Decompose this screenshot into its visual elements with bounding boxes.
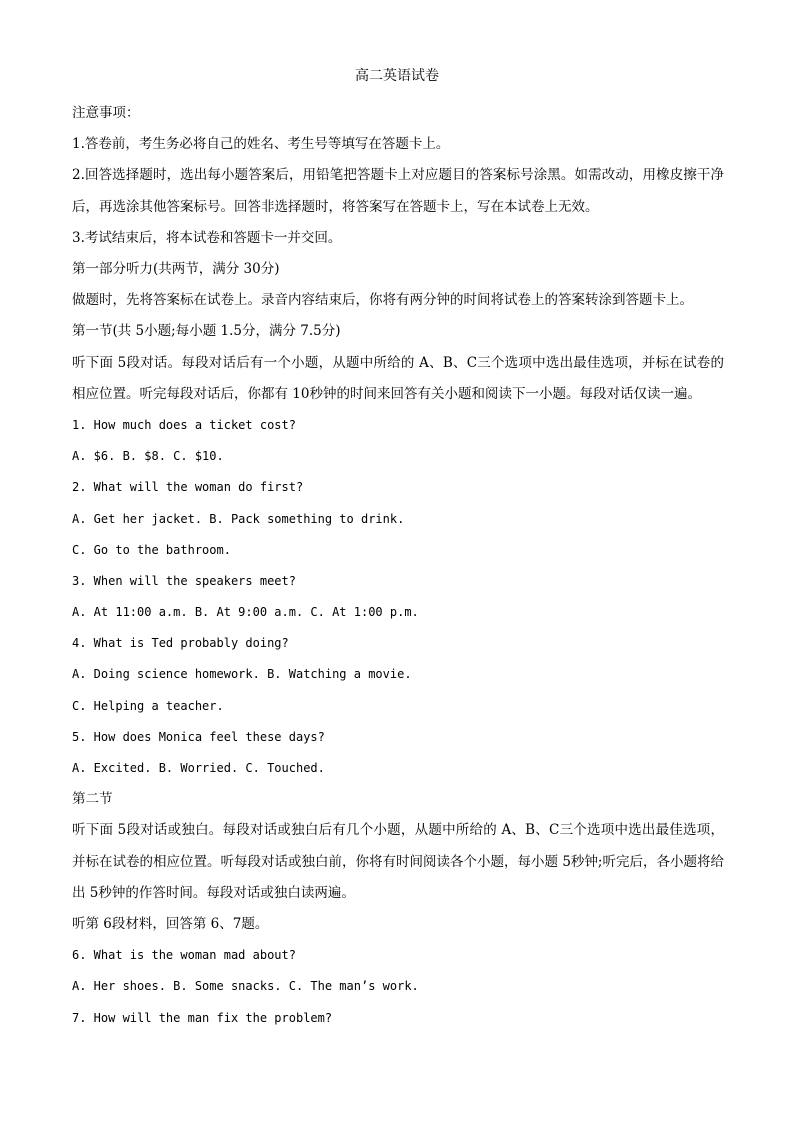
question-4-stem: 4. What is Ted probably doing?: [72, 636, 289, 651]
part1-instruction: 做题时，先将答案标在试卷上。录音内容结束后，你将有两分钟的时间将试卷上的答案转涂到答题卡上。: [72, 292, 693, 309]
question-6-options: A. Her shoes. B. Some snacks. C. The man’s work.: [72, 979, 419, 994]
notice-item-1: 1.答卷前，考生务必将自己的姓名、考生号等填写在答题卡上。: [72, 136, 450, 153]
question-2-options-line-1: A. Get her jacket. B. Pack something to drink.: [72, 511, 405, 526]
notice-item-3: 3.考试结束后，将本试卷和答题卡一并交回。: [72, 229, 342, 246]
question-3-options: A. At 11:00 a.m. B. At 9:00 a.m. C. At 1:00 p.m.: [72, 605, 419, 620]
question-4-options-line-2: C. Helping a teacher.: [72, 698, 224, 713]
section1-heading: 第一节(共 5小题;每小题 1.5分，满分 7.5分): [72, 323, 341, 340]
question-5-options: A. Excited. B. Worried. C. Touched.: [72, 761, 325, 775]
question-2-stem: 2. What will the woman do first?: [72, 480, 304, 495]
exam-content: [72, 98, 724, 1034]
notice-item-2: 2.回答选择题时，选出每小题答案后，用铅笔把答题卡上对应题目的答案标号涂黑。如需改动，用橡皮擦干净后，再选涂其他答案标号。回答非选择题时，将答案写在答题卡上，写在本试卷上无效。: [72, 167, 724, 215]
question-5-stem: 5. How does Monica feel these days?: [72, 729, 325, 744]
question-1-stem: 1. How much does a ticket cost?: [72, 417, 296, 432]
material-6-intro: 听第 6段材料，回答第 6、7题。: [72, 915, 269, 932]
page-title: 高二英语试卷: [355, 68, 439, 84]
question-7-stem: 7. How will the man fix the problem?: [72, 1010, 333, 1025]
question-2-options-line-2: C. Go to the bathroom.: [72, 542, 231, 557]
notice-heading: 注意事项：: [72, 105, 140, 121]
section2-heading: 第二节: [72, 791, 113, 808]
question-6-stem: 6. What is the woman mad about?: [72, 948, 296, 963]
section2-instruction: 听下面 5段对话或独白。每段对话或独白后有几个小题，从题中所给的 A、B、C三个选项中选出最佳选项，并标在试卷的相应位置。听每段对话或独白前，你将有时间阅读各个小题，每小题 5秒钟;听完后，各小题将给出 5秒钟的作答时间。每段对话或独白读两遍。: [72, 822, 724, 901]
section1-instruction: 听下面 5段对话。每段对话后有一个小题，从题中所给的 A、B、C三个选项中选出最佳选项，并标在试卷的相应位置。听完每段对话后，你都有 10秒钟的时间来回答有关小题和阅读下一小题。每段对话仅读一遍。: [72, 354, 724, 402]
question-4-options-line-1: A. Doing science homework. B. Watching a movie.: [72, 667, 412, 682]
part1-heading: 第一部分听力(共两节，满分 30分): [72, 260, 280, 277]
question-3-stem: 3. When will the speakers meet?: [72, 573, 296, 588]
question-1-options: A. $6. B. $8. C. $10.: [72, 449, 224, 464]
